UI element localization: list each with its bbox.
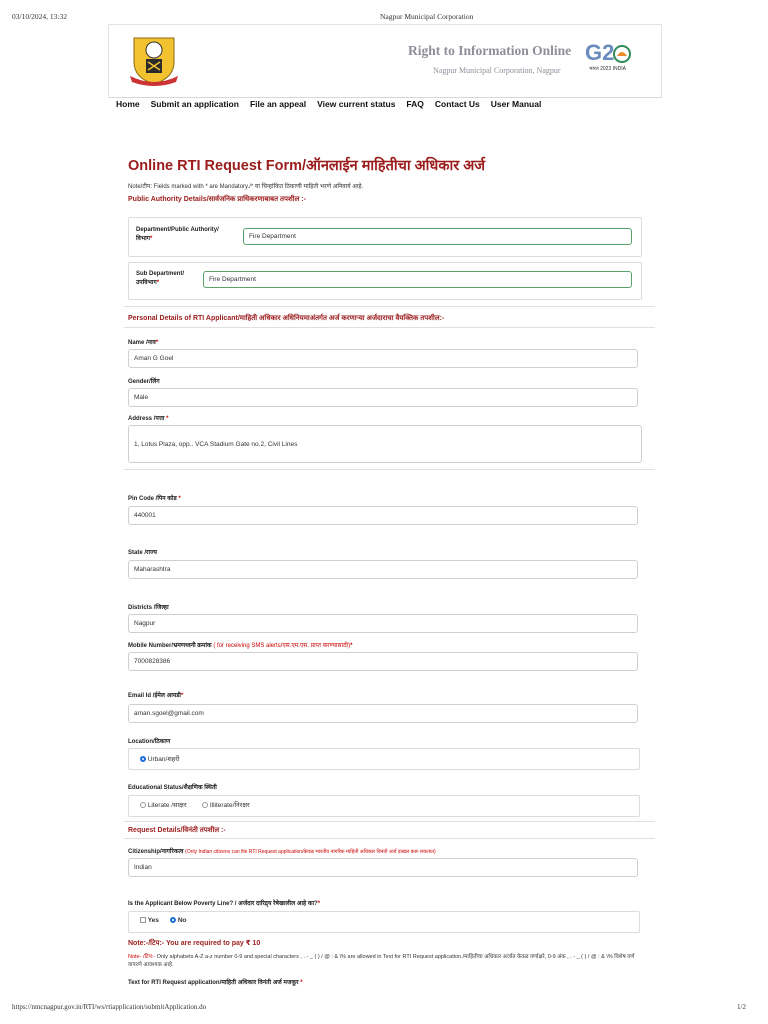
g20-subtitle: भारत 2023 INDIA xyxy=(589,66,626,72)
radio-icon[interactable] xyxy=(140,802,146,808)
g20-logo xyxy=(585,40,641,80)
nav-submit-application[interactable]: Submit an application xyxy=(150,99,239,109)
divider xyxy=(124,469,655,470)
rti-text-label: Text for RTI Request application/माहिती अधिकार विनंती अर्ज मजकूर * xyxy=(128,980,303,986)
education-label: Educational Status/शैक्षणिक स्थिती xyxy=(128,785,217,791)
nav-view-status[interactable]: View current status xyxy=(317,99,396,109)
state-label: State /राज्य xyxy=(128,550,157,556)
pay-note: Note:-/टिप:- You are required to pay ₹ 10 xyxy=(128,940,261,947)
lotus-globe-icon xyxy=(612,44,632,64)
print-url: https://nmcnagpur.gov.in/RTI/ws/rtiapplication/submitApplication.do xyxy=(12,1003,207,1011)
district-select[interactable]: Nagpur xyxy=(128,614,638,633)
divider xyxy=(124,838,655,839)
mandatory-note: Note/टीप: Fields marked with * are Mandatory./* या चिन्हांकित ठिकाणी माहिती भरणे अनिवार्य आहे. xyxy=(128,184,364,190)
nav-faq[interactable]: FAQ xyxy=(406,99,424,109)
nmc-logo xyxy=(126,32,182,88)
mobile-input[interactable]: 7000828386 xyxy=(128,652,638,671)
print-page-title: Nagpur Municipal Corporation xyxy=(380,12,474,21)
nav-contact-us[interactable]: Contact Us xyxy=(434,99,480,109)
form-title: Online RTI Request Form/ऑनलाईन माहितीचा अधिकार अर्ज xyxy=(128,158,486,174)
address-label: Address /पत्ता * xyxy=(128,416,169,422)
email-input[interactable]: aman.sgoel@gmail.com xyxy=(128,704,638,723)
g20-text: G2 xyxy=(585,40,615,65)
department-select[interactable]: Fire Department xyxy=(243,228,632,245)
bpl-yes-option[interactable]: Yes xyxy=(140,917,159,924)
nav-file-appeal[interactable]: File an appeal xyxy=(249,99,307,109)
divider xyxy=(124,821,655,822)
site-subtitle: Nagpur Municipal Corporation, Nagpur xyxy=(433,66,561,75)
district-label: Districts /जिल्हा xyxy=(128,605,169,611)
divider xyxy=(124,327,655,328)
bpl-group xyxy=(128,911,640,933)
pincode-input[interactable]: 440001 xyxy=(128,506,638,525)
email-label: Email Id /ईमेल आयडी* xyxy=(128,693,184,699)
subdept-select[interactable]: Fire Department xyxy=(203,271,632,288)
checkbox-icon[interactable] xyxy=(140,917,146,923)
allowed-chars-note: Note- /टिप:- Only alphabets A-Z a-z number 0-9 and special characters , . - _ ( ) / @ : & \% are allowed in Text for RTI Request application./माहितीचा अधिकार अर्जात केवळ वर्णाक्षरे, 0-9 अंक , . - _ ( ) / @ : & \% विशेष वर्ण वापरणे आवश्यक आहे. xyxy=(128,954,635,968)
print-datetime: 03/10/2024, 13:32 xyxy=(12,12,68,21)
radio-selected-icon[interactable] xyxy=(140,756,146,762)
personal-heading: Personal Details of RTI Applicant/माहिती अधिकार अधिनियमाअंतर्गत अर्ज करणाऱ्या अर्जदाराचा वैयक्तिक तपशील:- xyxy=(128,315,445,322)
request-heading: Request Details/विनंती तपशील :- xyxy=(128,827,226,834)
main-nav xyxy=(116,99,541,109)
gender-label: Gender/लिंग xyxy=(128,379,160,385)
radio-selected-icon[interactable] xyxy=(170,917,176,923)
state-select[interactable]: Maharashtra xyxy=(128,560,638,579)
site-title: Right to Information Online xyxy=(408,43,572,58)
name-input[interactable]: Aman G Goel xyxy=(128,349,638,368)
public-authority-heading: Public Authority Details/सार्वजनिक प्राधिकरणाबाबत तपशील :- xyxy=(128,196,306,203)
print-page-number: 1/2 xyxy=(737,1003,746,1011)
education-illiterate-option[interactable]: Illiterate/निरक्षर xyxy=(202,800,250,809)
mobile-label: Mobile Number/भ्रमणध्वनी क्रमांक ( for receiving SMS alerts/एस.एम.एस. प्राप्त करण्यासाठी)* xyxy=(128,643,353,649)
name-label: Name /नाव* xyxy=(128,340,159,346)
bpl-label: Is the Applicant Below Poverty Line? / अर्जदार दारिद्र्य रेषेखालील आहे का?* xyxy=(128,901,321,907)
subdept-label: Sub Department/ उपविभाग* xyxy=(136,271,185,286)
location-group xyxy=(128,748,640,770)
location-label: Location/ठिकाण xyxy=(128,739,171,745)
radio-icon[interactable] xyxy=(202,802,208,808)
nav-home[interactable]: Home xyxy=(116,99,140,109)
pincode-label: Pin Code /पिन कोड * xyxy=(128,496,181,502)
address-textarea[interactable]: 1, Lotus Plaza, opp.. VCA Stadium Gate no.2, Civil Lines xyxy=(128,425,642,463)
department-label: Department/Public Authority/विभाग* xyxy=(136,227,219,242)
education-literate-option[interactable]: Literate /साक्षर xyxy=(140,800,187,809)
site-header-frame xyxy=(108,24,662,98)
bpl-no-option[interactable]: No xyxy=(170,917,186,924)
location-urban-option[interactable]: Urban/शहरी xyxy=(140,754,180,763)
citizenship-label: Citizenship/नागरिकत्व (Only Indian citizens can file RTI Request application/केवळ भारतीय नागरिक माहिती अधिकार विनंती अर्ज दाखल करू शकतात) xyxy=(128,849,436,855)
gender-select[interactable]: Male xyxy=(128,388,638,407)
divider xyxy=(124,306,655,307)
citizenship-select[interactable]: Indian xyxy=(128,858,638,877)
nav-user-manual[interactable]: User Manual xyxy=(490,99,542,109)
